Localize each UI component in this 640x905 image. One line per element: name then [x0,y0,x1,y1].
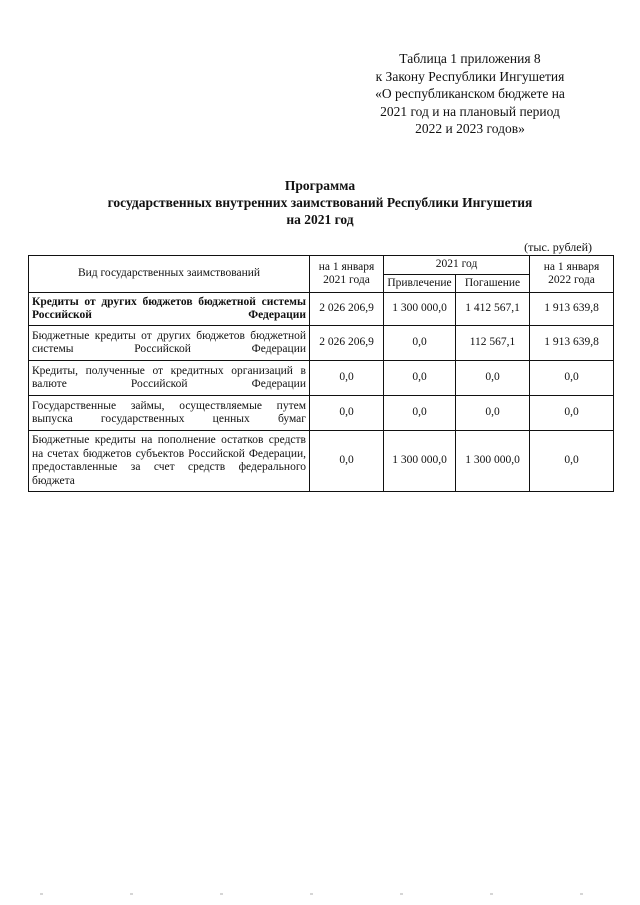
appendix-line: «О республиканском бюджете на [375,86,565,101]
units-note: (тыс. рублей) [524,240,592,254]
borrowing-table [28,255,614,492]
header-type: Вид государственных заимствований [29,256,310,293]
row-jan-2022: 1 913 639,8 [530,293,614,326]
table-header-row [29,256,614,275]
row-jan-2021: 0,0 [310,396,384,431]
title-line: Программа [284,178,356,193]
row-name: Бюджетные кредиты на пополнение остатков средств на счетах бюджетов субъектов Российской Федерации, предоставленные за счет средств федерального бюджета [29,431,310,492]
header-jan-2021: на 1 января 2021 года [310,256,384,293]
table-row [29,293,614,326]
document-title [40,177,600,228]
table-row [29,396,614,431]
header-year-2021: 2021 год [384,256,530,275]
row-repayment: 112 567,1 [456,326,530,361]
row-attraction: 1 300 000,0 [384,431,456,492]
row-repayment: 1 300 000,0 [456,431,530,492]
table-row [29,326,614,361]
appendix-line: 2022 и 2023 годов» [415,121,525,136]
row-name: Кредиты от других бюджетов бюджетной системы Российской Федерации [29,293,310,326]
appendix-reference [350,50,590,138]
row-repayment: 0,0 [456,361,530,396]
row-attraction: 1 300 000,0 [384,293,456,326]
appendix-line: 2021 год и на плановый период [380,103,560,119]
row-jan-2022: 0,0 [530,396,614,431]
header-repayment: Погашение [456,274,530,293]
row-repayment: 0,0 [456,396,530,431]
row-jan-2021: 0,0 [310,431,384,492]
table-row [29,361,614,396]
appendix-line: к Закону Республики Ингушетия [375,68,565,84]
row-name: Бюджетные кредиты от других бюджетов бюджетной системы Российской Федерации [29,326,310,361]
header-attraction: Привлечение [384,274,456,293]
row-jan-2022: 1 913 639,8 [530,326,614,361]
row-jan-2021: 2 026 206,9 [310,293,384,326]
row-attraction: 0,0 [384,361,456,396]
row-repayment: 1 412 567,1 [456,293,530,326]
table-row [29,431,614,492]
row-jan-2021: 2 026 206,9 [310,326,384,361]
title-line: на 2021 год [286,212,354,227]
header-jan-2022: на 1 января 2022 года [530,256,614,293]
row-jan-2021: 0,0 [310,361,384,396]
row-attraction: 0,0 [384,326,456,361]
scan-artifact-line [0,893,640,895]
row-jan-2022: 0,0 [530,361,614,396]
row-name: Кредиты, полученные от кредитных организаций в валюте Российской Федерации [29,361,310,396]
row-jan-2022: 0,0 [530,431,614,492]
row-attraction: 0,0 [384,396,456,431]
row-name: Государственные займы, осуществляемые путем выпуска государственных ценных бумаг [29,396,310,431]
appendix-line: Таблица 1 приложения 8 [399,51,541,66]
title-line: государственных внутренних заимствований Республики Ингушетия [107,195,533,210]
